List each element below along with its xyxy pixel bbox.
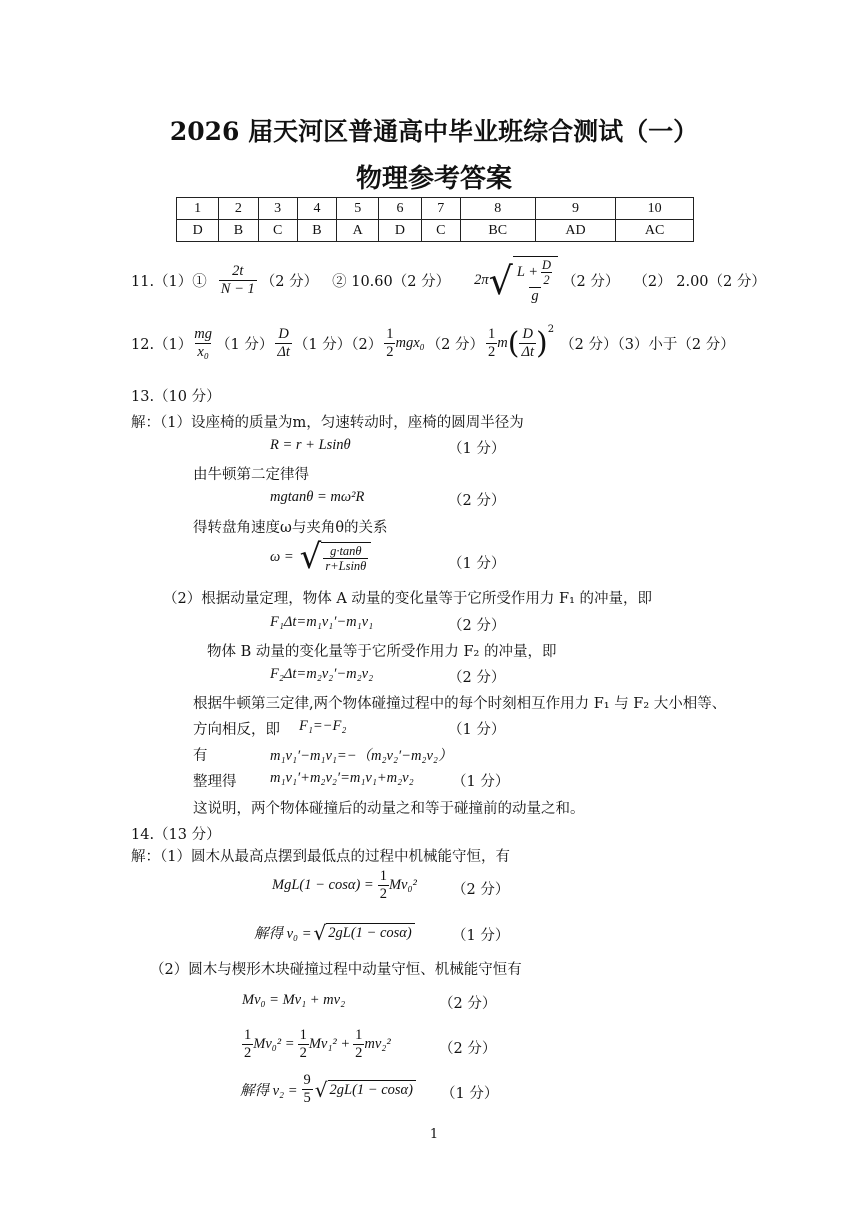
q13-line-1: 解：（1）设座椅的质量为m，匀速转动时，座椅的圆周半径为 <box>131 415 524 431</box>
q13-line-2: 由牛顿第二定律得 <box>193 467 309 483</box>
q14-line-1: 解：（1）圆木从最高点摆到最低点的过程中机械能守恒，有 <box>131 849 510 865</box>
q13-line-7a: 方向相反，即 <box>193 722 280 738</box>
q12-inner-den: Δt <box>521 344 535 360</box>
q12-inner-frac <box>519 326 536 361</box>
q13-line-8b: m₁v₁′−m₁v₁=−（m₂v₂′−m₂v₂） <box>270 748 453 764</box>
q11-radical <box>489 256 558 305</box>
q13-eq-5: F₂Δt=m₂v₂′−m₂v₂ <box>270 666 374 682</box>
q13-eq-3-score: （1 分） <box>448 556 506 572</box>
q12-score-2: （1 分）（2） <box>293 337 383 353</box>
q11-radical-num-a: L + <box>516 264 539 280</box>
q11-inner-num: D <box>542 258 552 272</box>
answer-cell: BC <box>460 220 535 242</box>
q14-eq-1-rhs: Mv₀² <box>388 877 417 893</box>
q13-line-5: 物体 B 动量的变化量等于它所受作用力 F₂ 的冲量，即 <box>207 644 557 660</box>
q11-part-2: ② 10.60（2 分） <box>332 274 451 290</box>
q14-eq-5-den: 5 <box>303 1090 311 1106</box>
q13-eq-1: R = r + Lsinθ <box>270 437 351 453</box>
q14-eq-3-score: （2 分） <box>439 996 497 1012</box>
radical-sign-icon: √ <box>314 1077 328 1102</box>
question-number-cell: 2 <box>219 198 258 220</box>
q12-score-4: （2 分）（3）小于（2 分） <box>560 337 735 353</box>
q13-eq-2: mgtanθ = mω²R <box>270 489 365 505</box>
q12-score-1: （1 分） <box>216 337 274 353</box>
q13-line-3: 得转盘角速度ω与夹角θ的关系 <box>193 520 388 536</box>
question-number-cell: 4 <box>297 198 336 220</box>
q12-frac-d <box>486 326 497 361</box>
answer-cell: D <box>379 220 421 242</box>
q13-line-9b: m₁v₁′+m₂v₂′=m₁v₁+m₂v₂ <box>270 770 414 786</box>
q13-eq-3-num: g·tanθ <box>330 543 362 558</box>
answer-cell: AD <box>535 220 616 242</box>
q14-eq-5-num: 9 <box>303 1072 311 1088</box>
radical-sign-icon: √ <box>313 920 327 945</box>
question-number-cell: 1 <box>177 198 219 220</box>
q13-line-8a: 有 <box>193 748 208 764</box>
q11-inner-den: 2 <box>543 273 550 287</box>
q14-eq-5-lhs: 解得 v₂ = <box>240 1083 298 1099</box>
question-number-cell: 7 <box>421 198 460 220</box>
q14-eq-2 <box>254 922 415 943</box>
question-number-cell: 10 <box>616 198 694 220</box>
q12-frac-d-den: 2 <box>488 344 496 360</box>
q12-line <box>131 326 735 361</box>
q14-eq-1-score: （2 分） <box>452 882 510 898</box>
q14-line-2: （2）圆木与楔形木块碰撞过程中动量守恒、机械能守恒有 <box>150 962 522 978</box>
page-title: 2026 届天河区普通高中毕业班综合测试（一） <box>169 117 699 146</box>
q14-eq-2-lhs: 解得 v₀ = <box>254 926 312 942</box>
q12-frac-b-num: D <box>278 326 289 342</box>
right-paren-icon: ) <box>536 326 548 361</box>
q12-frac-a-num: mg <box>194 326 213 342</box>
q14-eq-4-a: Mv₀² = <box>253 1036 295 1052</box>
question-number-cell: 5 <box>337 198 379 220</box>
answer-cell: AC <box>616 220 694 242</box>
q13-line-9a: 整理得 <box>193 774 237 790</box>
q13-line-4: （2）根据动量定理，物体 A 动量的变化量等于它所受作用力 F₁ 的冲量，即 <box>163 591 653 607</box>
q13-eq-3-lhs: ω = <box>270 548 294 565</box>
q11-coefficient: 2π <box>474 272 489 288</box>
q11-label: 11.（1）① <box>131 274 207 290</box>
q13-eq-3 <box>270 537 371 577</box>
q12-frac-b-den: Δt <box>277 344 290 360</box>
q14-eq-1-den: 2 <box>379 886 387 902</box>
q13-line-10: 这说明，两个物体碰撞后的动量之和等于碰撞前的动量之和。 <box>193 801 585 817</box>
question-number-cell: 6 <box>379 198 421 220</box>
q12-frac-a <box>192 326 214 361</box>
q13-line-6: 根据牛顿第三定律,两个物体碰撞过程中的每个时刻相互作用力 F₁ 与 F₂ 大小相等、 <box>193 696 727 712</box>
answer-cell: A <box>337 220 379 242</box>
q14-eq-1-lhs: MgL(1 − cosα) = <box>272 877 374 893</box>
q11-line <box>131 256 766 305</box>
q12-inner-num: D <box>522 326 533 342</box>
q14-eq-4: $\frac{1}{2}$ Mv₀² = $\frac{1}{2}$ Mv₁² + $\frac{1}{2}$ mv₂² <box>244 1027 391 1061</box>
q12-frac-c-num: 1 <box>386 326 394 342</box>
q13-eq-4: F₁Δt=m₁v₁′−m₁v₁ <box>270 614 374 630</box>
q14-header: 14.（13 分） <box>131 827 221 843</box>
q13-line-9-score: （1 分） <box>452 774 510 790</box>
q14-eq-1-num: 1 <box>379 868 387 884</box>
q13-line-7b: F₁=−F₂ <box>299 718 347 734</box>
answer-cell: C <box>421 220 460 242</box>
page-number: 1 <box>429 1127 439 1142</box>
q11-fraction-denominator: N − 1 <box>220 281 255 297</box>
q12-frac-b <box>275 326 292 361</box>
answer-table <box>176 197 694 242</box>
q14-eq-4-b: Mv₁² + <box>308 1036 351 1052</box>
q12-exponent: 2 <box>547 324 555 335</box>
q14-eq-2-radicand: 2gL(1 − cosα) <box>326 923 414 942</box>
q14-eq-5-score: （1 分） <box>441 1086 499 1102</box>
q12-score-3: （2 分） <box>426 337 485 353</box>
q12-frac-a-den: x₀ <box>197 344 209 360</box>
q12-frac-c <box>384 326 395 361</box>
answer-cell: D <box>177 220 219 242</box>
radical-sign-icon: √ <box>488 258 513 303</box>
q14-eq-4-c: mv₂² <box>364 1036 391 1052</box>
q12-label: 12.（1） <box>131 337 193 353</box>
q13-eq-3-fraction <box>323 544 368 573</box>
q13-eq-4-score: （2 分） <box>448 618 506 634</box>
q14-eq-5-radicand: 2gL(1 − cosα) <box>328 1080 416 1099</box>
left-paren-icon: ( <box>507 326 520 361</box>
q13-eq-3-den: r+Lsinθ <box>325 558 367 573</box>
q11-radical-den: g <box>531 288 539 304</box>
q11-score-3: （2 分） <box>562 274 620 290</box>
q13-header: 13.（10 分） <box>131 389 221 405</box>
q14-eq-1 <box>272 868 417 903</box>
page-subtitle: 物理参考答案 <box>355 164 512 194</box>
answer-table-answer-row <box>177 220 694 242</box>
q14-eq-4-score: （2 分） <box>439 1041 497 1057</box>
q11-part-4: （2） 2.00（2 分） <box>633 274 766 290</box>
answer-table-header-row <box>177 198 694 220</box>
question-number-cell: 3 <box>258 198 297 220</box>
q11-fraction-numerator: 2t <box>232 263 244 279</box>
answer-cell: B <box>297 220 336 242</box>
q12-frac-c-den: 2 <box>386 344 394 360</box>
q14-eq-2-score: （1 分） <box>452 928 510 944</box>
q14-eq-5 <box>240 1072 416 1107</box>
question-number-cell: 9 <box>535 198 616 220</box>
q11-fraction <box>219 263 257 298</box>
question-number-cell: 8 <box>460 198 535 220</box>
q13-eq-2-score: （2 分） <box>448 493 506 509</box>
answer-cell: C <box>258 220 297 242</box>
q12-mass: m <box>497 335 508 351</box>
q13-eq-1-score: （1 分） <box>448 441 506 457</box>
q11-score-1: （2 分） <box>260 274 319 290</box>
q12-frac-c-tail: mgx₀ <box>395 335 425 351</box>
radical-sign-icon: √ <box>299 537 322 577</box>
q13-eq-5-score: （2 分） <box>448 670 506 686</box>
q12-frac-d-num: 1 <box>488 326 496 342</box>
answer-cell: B <box>219 220 258 242</box>
q13-line-7-score: （1 分） <box>448 722 506 738</box>
q11-radical-fraction <box>515 258 555 305</box>
q14-eq-3: Mv₀ = Mv₁ + mv₂ <box>242 992 346 1008</box>
